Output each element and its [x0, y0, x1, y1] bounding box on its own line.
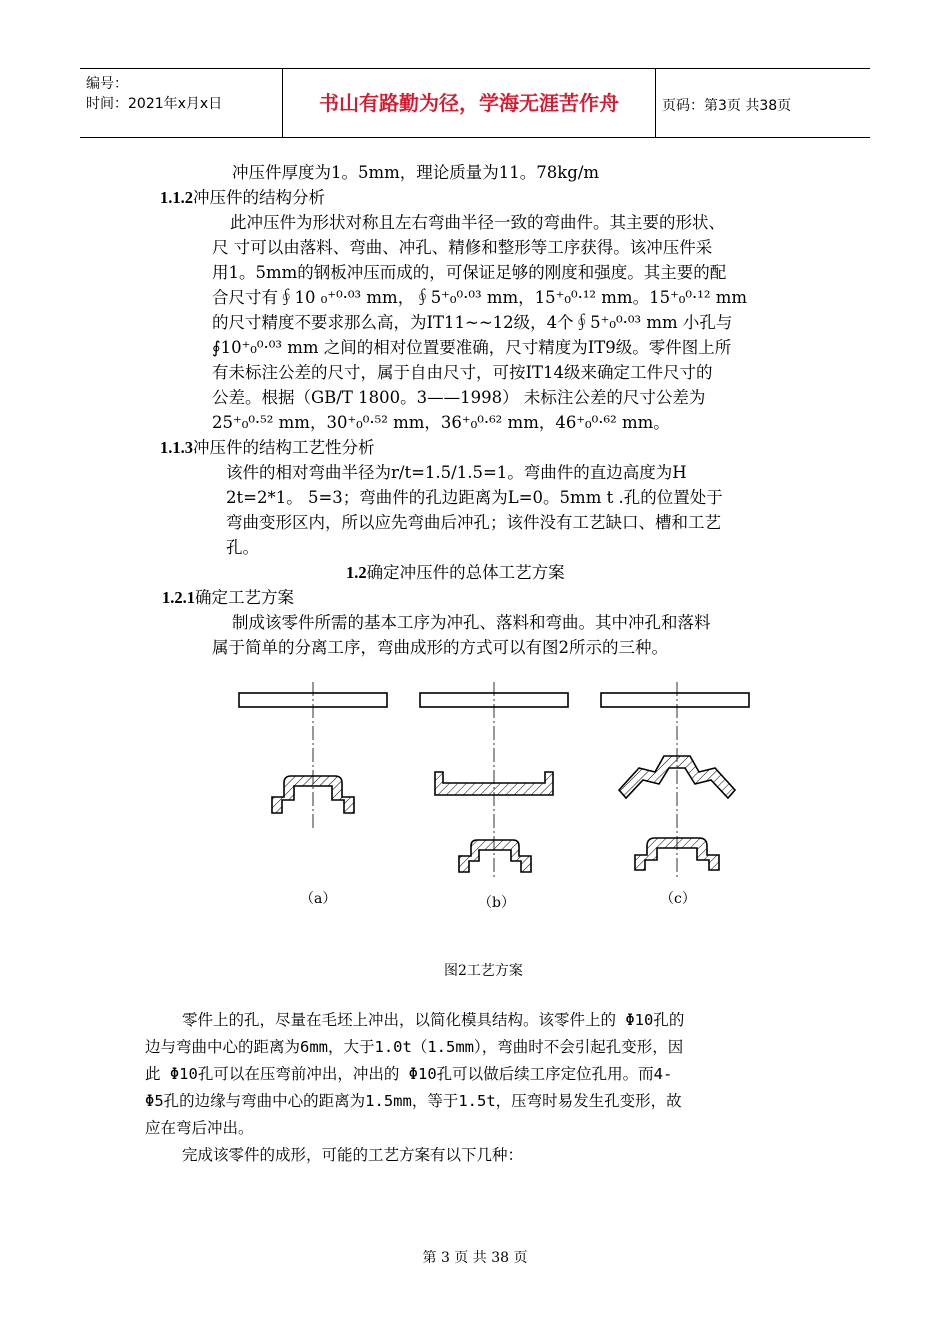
heading-number: 1.1.2: [160, 188, 193, 207]
process-scheme-figure: [230, 680, 760, 910]
header-page-info: 页码：第3页 共38页: [662, 98, 792, 114]
heading-text: 冲压件的结构分析: [193, 188, 325, 207]
text-line: 制成该零件所需的基本工序为冲孔、落料和弯曲。其中冲孔和落料: [232, 613, 711, 632]
bent-part-b2: [459, 840, 531, 872]
text-line: 此 Φ10孔可以在压弯前冲出，冲出的 Φ10孔可以做后续工序定位孔用。而4-: [145, 1065, 673, 1083]
text-line: 25⁺₀⁰·⁵² mm，30⁺₀⁰·⁵² mm，36⁺₀⁰·⁶² mm，46⁺₀⁰·⁶² mm。: [212, 413, 670, 432]
text-line: 属于简单的分离工序，弯曲成形的方式可以有图2所示的三种。: [212, 638, 668, 657]
text-line: 2t=2*1。 5=3；弯曲件的孔边距离为L=0。5mm t .孔的位置处于: [226, 488, 723, 507]
text-line: 边与弯曲中心的距离为6mm，大于1.0t（1.5mm），弯曲时不会引起孔变形，因: [145, 1038, 684, 1056]
heading-1-1-3: [160, 435, 375, 460]
text-line: 孔。: [226, 538, 259, 557]
text-line: Φ5孔的边缘与弯曲中心的距离为1.5mm，等于1.5t，压弯时易发生孔变形，故: [145, 1092, 682, 1110]
heading-text: 冲压件的结构工艺性分析: [193, 438, 375, 457]
text-line: 用1。5mm的钢板冲压而成的，可保证足够的刚度和强度。其主要的配: [212, 263, 727, 282]
text-line: 此冲压件为形状对称且左右弯曲半径一致的弯曲件。其主要的形状、: [230, 213, 725, 232]
heading-number: 1.1.3: [160, 438, 193, 457]
code-label: 编号：: [86, 76, 128, 92]
date-label: 时间：2021年x月x日: [86, 96, 223, 112]
text-line: 有未标注公差的尺寸，属于自由尺寸，可按IT14级来确定工件尺寸的: [212, 363, 713, 382]
heading-number: 1.2: [346, 563, 367, 582]
text-line: 应在弯后冲出。: [145, 1119, 254, 1137]
text-line: 合尺寸有∮10 ₀⁺⁰·⁰³ mm，∮5⁺₀⁰·⁰³ mm，15⁺₀⁰·¹² mm。15⁺₀⁰·¹² mm: [212, 288, 748, 307]
figure-label-c: （c）: [660, 891, 696, 907]
page-header: [80, 68, 870, 138]
text-line: 的尺寸精度不要求那么高，为IT11~~12级，4个∮5⁺₀⁰·⁰³ mm 小孔与: [212, 313, 733, 332]
header-left-cell: [80, 69, 283, 137]
figure-caption: 图2工艺方案: [444, 963, 523, 979]
text-line: 公差。根据（GB/T 1800。3——1998） 未标注公差的尺寸公差为: [212, 388, 706, 407]
text-line: 尺 寸可以由落料、弯曲、冲孔、精修和整形等工序获得。该冲压件采: [212, 238, 713, 257]
text-line: 该件的相对弯曲半径为r/t=1.5/1.5=1。弯曲件的直边高度为H: [226, 463, 687, 482]
header-motto: 书山有路勤为径，学海无涯苦作舟: [283, 69, 656, 137]
heading-number: 1.2.1: [162, 588, 195, 607]
text-line: ∮10⁺₀⁰·⁰³ mm 之间的相对位置要准确，尺寸精度为IT9级。零件图上所: [212, 338, 732, 357]
heading-1-1-2: [160, 185, 325, 210]
heading-text: 确定工艺方案: [195, 588, 294, 607]
heading-1-2: [346, 560, 565, 585]
text-line: 零件上的孔，尽量在毛坯上冲出，以简化模具结构。该零件上的 Φ10孔的: [182, 1011, 685, 1029]
blank-strip-c: [601, 693, 749, 707]
page-footer: 第 3 页 共 38 页: [422, 1250, 528, 1266]
text-line: 完成该零件的成形，可能的工艺方案有以下几种：: [182, 1146, 524, 1164]
heading-text: 确定冲压件的总体工艺方案: [366, 563, 565, 582]
figure-label-a: （a）: [300, 891, 337, 907]
heading-1-2-1: [162, 585, 294, 610]
text-line: 弯曲变形区内，所以应先弯曲后冲孔；该件没有工艺缺口、槽和工艺: [226, 513, 721, 532]
thickness-line: 冲压件厚度为1。5mm，理论质量为11。78kg/m: [232, 163, 600, 182]
figure-label-b: （b）: [478, 895, 515, 911]
